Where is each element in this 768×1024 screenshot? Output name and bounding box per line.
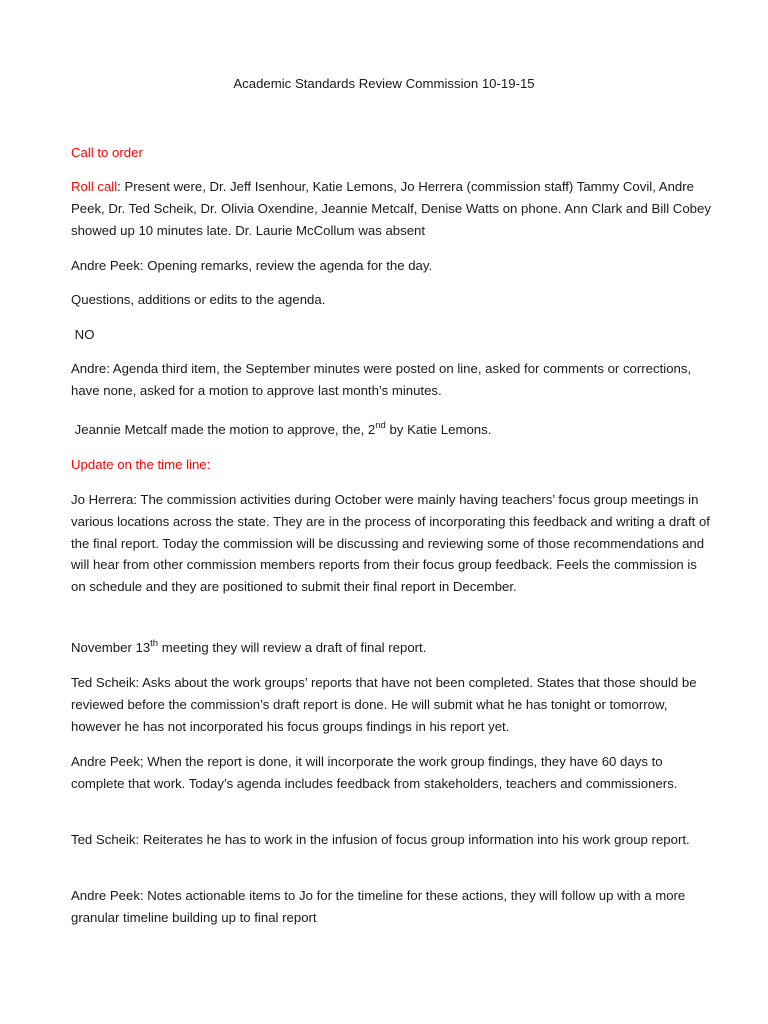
motion-ordinal-superscript: nd: [375, 419, 386, 431]
november-meeting-paragraph: [71, 637, 711, 659]
timeline-update-heading: Update on the time line:: [71, 457, 211, 472]
agenda-third-item-paragraph: Andre: Agenda third item, the September minutes were posted on line, asked for comments or corrections, have none, asked for a motion to approve last month’s minutes.: [71, 361, 692, 398]
november-text-after: meeting they will review a draft of final report.: [158, 640, 427, 655]
call-to-order-heading: Call to order: [71, 145, 143, 160]
ted-scheik-paragraph-2: Ted Scheik: Reiterates he has to work in the infusion of focus group information into his work group report.: [71, 832, 690, 847]
roll-call-paragraph: [71, 176, 711, 241]
agenda-answer-no: NO: [71, 327, 95, 342]
ted-scheik-paragraph-1: Ted Scheik: Asks about the work groups’ reports that have not been completed. States that those should be reviewed before the commission’s draft report is done. He will submit what he has tonight or tomorrow, however he has not incorporated his focus groups findings in his report yet.: [71, 675, 697, 734]
november-text-before: November 13: [71, 640, 151, 655]
agenda-questions-paragraph: Questions, additions or edits to the agenda.: [71, 292, 326, 307]
motion-text-after: by Katie Lemons.: [385, 422, 492, 437]
andre-peek-paragraph-2: Andre Peek; When the report is done, it will incorporate the work group findings, they have 60 days to complete that work. Today’s agenda includes feedback from stakeholders, teachers and commissioners.: [71, 754, 678, 791]
jo-herrera-paragraph: Jo Herrera: The commission activities during October were mainly having teachers’ focus group meetings in various locations across the state. They are in the process of incorporating this feedback and writing a draft of the final report. Today the commission will be discussing and reviewing some of those recommendations and will hear from other commission members reports from their focus group feedback. Feels the commission is on schedule and they are positioned to submit their final report in December.: [71, 492, 710, 595]
roll-call-label: Roll call: [71, 179, 118, 194]
document-title: Academic Standards Review Commission 10-19-15: [233, 76, 535, 91]
november-ordinal-superscript: th: [150, 637, 159, 649]
opening-remarks-paragraph: Andre Peek: Opening remarks, review the agenda for the day.: [71, 258, 433, 273]
roll-call-text: : Present were, Dr. Jeff Isenhour, Katie Lemons, Jo Herrera (commission staff) Tammy Covil, Andre Peek, Dr. Ted Scheik, Dr. Olivia Oxendine, Jeannie Metcalf, Denise Watts on phone. Ann Clark and Bill Cobey showed up 10 minutes late. Dr. Laurie McCollum was absent: [71, 179, 711, 238]
andre-peek-paragraph-3: Andre Peek: Notes actionable items to Jo for the timeline for these actions, they will follow up with a more granular timeline building up to final report: [71, 888, 686, 925]
motion-text-before: Jeannie Metcalf made the motion to approve, the, 2: [71, 422, 376, 437]
motion-paragraph: [71, 419, 711, 441]
